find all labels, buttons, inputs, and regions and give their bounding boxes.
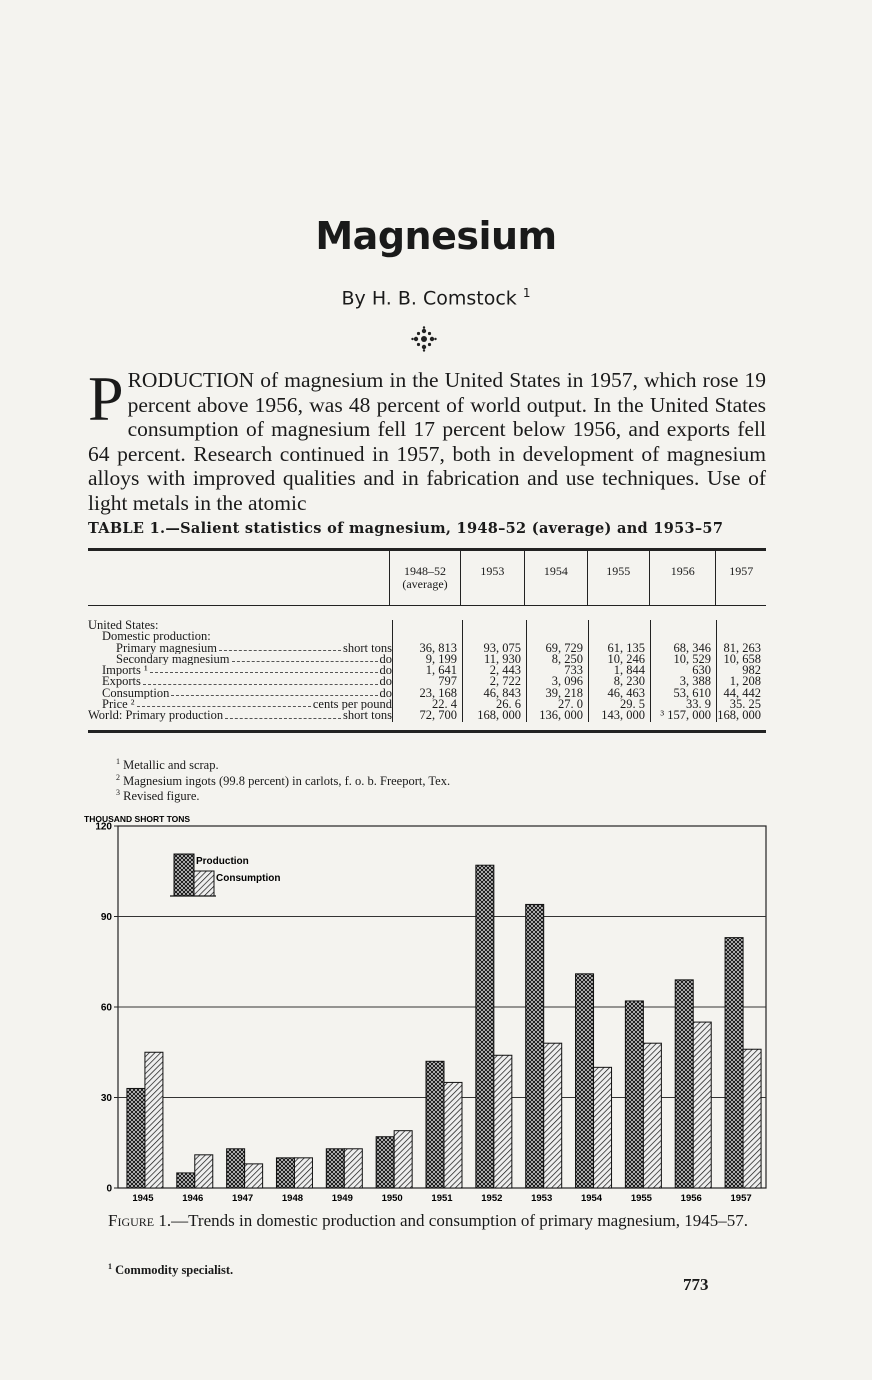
- table-cell: 46, 843: [483, 687, 521, 700]
- intro-text: RODUCTION of magnesium in the United States in 1957, which rose 19 percent above 1956, was 48 percent of world output. In the United States consumption of magnesium fell 17 percent below 1956, and exports fell 64 percent. Research continued in 1957, both in development of magnesium alloys with improved qualities and in fabrication and use techniques. Use of light metals in the atomic: [88, 368, 766, 515]
- table-cell: [527, 631, 583, 642]
- column-header: 1954: [524, 551, 586, 605]
- x-tick-label: 1947: [232, 1193, 254, 1204]
- table-cell: [393, 631, 457, 642]
- bar-consumption: [344, 1149, 362, 1188]
- table-cell: [527, 620, 583, 631]
- table-cell: [651, 631, 711, 642]
- table-cell: 68, 346: [673, 642, 711, 654]
- page-number: 773: [683, 1275, 709, 1294]
- x-tick-label: 1951: [431, 1193, 453, 1204]
- row-label: World: Primary production short tons: [88, 710, 392, 722]
- table-cell: 29. 5: [620, 699, 645, 711]
- bar-production: [625, 1001, 643, 1188]
- table-cell: 10, 246: [607, 653, 645, 666]
- row-label: United States:: [88, 620, 159, 632]
- figure-caption: [88, 1212, 768, 1230]
- row-label: Price ² cents per pound: [102, 699, 392, 711]
- legend-label: Consumption: [216, 873, 281, 884]
- y-tick-label: 0: [106, 1183, 112, 1195]
- table-cell: 69, 729: [545, 642, 583, 654]
- table-cell: 35. 25: [729, 699, 761, 711]
- value-column: [650, 620, 716, 722]
- bar-consumption: [743, 1049, 761, 1188]
- table-cell: 26. 6: [496, 699, 521, 711]
- table-footnote: $^3$ Revised figure.: [116, 788, 200, 804]
- row-label: Primary magnesium short tons: [116, 642, 392, 654]
- table-cell: 8, 230: [613, 676, 645, 688]
- table-cell: 11, 930: [483, 653, 521, 666]
- bar-consumption: [544, 1043, 562, 1188]
- bar-consumption: [195, 1155, 213, 1188]
- table-cell: 27. 0: [558, 699, 583, 711]
- y-tick-label: 120: [95, 821, 112, 833]
- table-cell: 797: [438, 676, 457, 688]
- bar-consumption: [294, 1158, 312, 1188]
- row-label: Domestic production:: [102, 631, 211, 643]
- table-cell: [393, 620, 457, 631]
- x-tick-label: 1948: [281, 1193, 304, 1204]
- column-header: 1956: [649, 551, 715, 605]
- legend-label: Production: [196, 856, 249, 867]
- legend-swatch: [194, 871, 214, 896]
- table-cell: 2, 443: [489, 665, 521, 677]
- column-header: 1948–52 (average): [389, 551, 459, 605]
- author: By H. B. Comstock: [341, 287, 517, 310]
- table-cell: 982: [742, 665, 761, 677]
- value-column: [526, 620, 588, 722]
- x-tick-label: 1956: [680, 1193, 702, 1204]
- table-cell: 23, 168: [419, 687, 457, 700]
- intro-paragraph: [88, 363, 766, 515]
- drop-cap: P: [88, 363, 124, 434]
- table-cell: 9, 199: [425, 653, 457, 666]
- table-cell: 168, 000: [717, 710, 761, 722]
- author-footnote-mark: 1: [522, 286, 531, 300]
- byline: [0, 286, 872, 309]
- table-body: [88, 606, 766, 730]
- table-cell: 733: [564, 665, 583, 677]
- table-cell: 1, 641: [425, 665, 457, 677]
- bar-production: [576, 974, 594, 1188]
- y-axis-label: THOUSAND SHORT TONS: [84, 814, 191, 824]
- table-cell: 39, 218: [545, 687, 583, 700]
- x-tick-label: 1953: [531, 1193, 553, 1204]
- bar-consumption: [245, 1164, 263, 1188]
- bar-consumption: [594, 1067, 612, 1188]
- x-tick-label: 1949: [331, 1193, 353, 1204]
- y-tick-label: 30: [100, 1093, 112, 1104]
- figure-caption-text: —Trends in domestic production and consumption of primary magnesium, 1945–57.: [171, 1211, 748, 1230]
- row-label: Consumption do: [102, 687, 392, 700]
- x-tick-label: 1950: [381, 1193, 403, 1204]
- bar-consumption: [494, 1055, 512, 1188]
- value-column: [716, 620, 766, 722]
- bar-production: [127, 1088, 145, 1188]
- value-column: [588, 620, 650, 722]
- table-cell: 3, 388: [679, 676, 711, 688]
- bar-production: [426, 1061, 444, 1188]
- page-footnote: [108, 1262, 233, 1278]
- table-cell: 10, 529: [673, 653, 711, 666]
- y-tick-label: 90: [100, 912, 112, 923]
- bar-production: [376, 1137, 394, 1188]
- x-tick-label: 1954: [580, 1193, 603, 1204]
- table-caption: TABLE 1.—Salient statistics of magnesium, 1948–52 (average) and 1953–57: [88, 520, 724, 537]
- table-cell: 143, 000: [601, 710, 645, 722]
- table-cell: [717, 631, 761, 642]
- table-cell: 10, 658: [723, 653, 761, 666]
- table-cell: 53, 610: [673, 687, 711, 700]
- row-label: Imports ¹ do: [102, 665, 392, 677]
- page-footnote-text: Commodity specialist.: [115, 1263, 234, 1278]
- bar-consumption: [394, 1131, 412, 1188]
- table-cell: [463, 620, 521, 631]
- table-cell: 1, 208: [729, 676, 761, 688]
- bar-production: [227, 1149, 245, 1188]
- table-cell: 168, 000: [477, 710, 521, 722]
- table-cell: 22. 4: [432, 699, 457, 711]
- table-cell: 136, 000: [539, 710, 583, 722]
- bar-production: [526, 904, 544, 1188]
- legend-swatch: [174, 854, 194, 896]
- header-stub: [88, 551, 389, 605]
- table-cell: [463, 631, 521, 642]
- table-cell: [651, 620, 711, 631]
- bar-consumption: [693, 1022, 711, 1188]
- table-cell: 36, 813: [419, 642, 457, 654]
- y-tick-label: 60: [100, 1002, 112, 1014]
- bar-consumption: [444, 1082, 462, 1188]
- x-tick-label: 1957: [730, 1193, 752, 1204]
- table-footnote: $^1$ Metallic and scrap.: [116, 757, 219, 773]
- bar-production: [476, 865, 494, 1188]
- bar-chart: [84, 812, 784, 1204]
- table-cell: [589, 631, 645, 642]
- bar-consumption: [145, 1052, 163, 1188]
- table-header: [88, 551, 766, 606]
- page-title: Magnesium: [315, 214, 557, 258]
- figure-label: Figure 1.: [108, 1211, 172, 1230]
- ornament-icon: [411, 326, 437, 352]
- page-footnote-mark: 1: [108, 1262, 112, 1271]
- table-footnotes: [116, 756, 450, 803]
- row-label: Exports do: [102, 676, 392, 688]
- column-header: 1953: [460, 551, 524, 605]
- row-label: Secondary magnesium do: [116, 653, 392, 666]
- bar-production: [326, 1149, 344, 1188]
- table-cell: 72, 700: [419, 710, 457, 722]
- table-footnote: $^2$ Magnesium ingots (99.8 percent) in carlots, f. o. b. Freeport, Tex.: [116, 772, 451, 788]
- value-column: [392, 620, 462, 722]
- table-cell: [717, 620, 761, 631]
- statistics-table: [88, 548, 766, 733]
- table-cell: 44, 442: [723, 687, 761, 700]
- table-cell: 61, 135: [607, 642, 645, 654]
- x-tick-label: 1945: [132, 1193, 154, 1204]
- x-tick-label: 1952: [481, 1193, 503, 1204]
- bar-production: [177, 1173, 195, 1188]
- table-cell: 8, 250: [551, 653, 583, 666]
- table-cell: 2, 722: [489, 676, 521, 688]
- table-cell: 46, 463: [607, 687, 645, 700]
- table-cell: 630: [692, 665, 711, 677]
- bar-consumption: [643, 1043, 661, 1188]
- table-cell: 1, 844: [613, 665, 645, 677]
- x-tick-label: 1955: [630, 1193, 652, 1204]
- table-cell: 81, 263: [723, 642, 761, 654]
- column-header: 1957: [715, 551, 766, 605]
- bar-production: [725, 938, 743, 1188]
- table-cell: 3, 096: [551, 676, 583, 688]
- row-labels: [88, 620, 392, 722]
- table-cell: ³ 157, 000: [660, 710, 711, 722]
- table-cell: 93, 075: [483, 642, 521, 654]
- table-cell: [589, 620, 645, 631]
- x-tick-label: 1946: [182, 1193, 204, 1204]
- value-column: [462, 620, 526, 722]
- bar-production: [276, 1158, 294, 1188]
- table-cell: 33. 9: [686, 699, 711, 711]
- column-header: 1955: [587, 551, 649, 605]
- bar-production: [675, 980, 693, 1188]
